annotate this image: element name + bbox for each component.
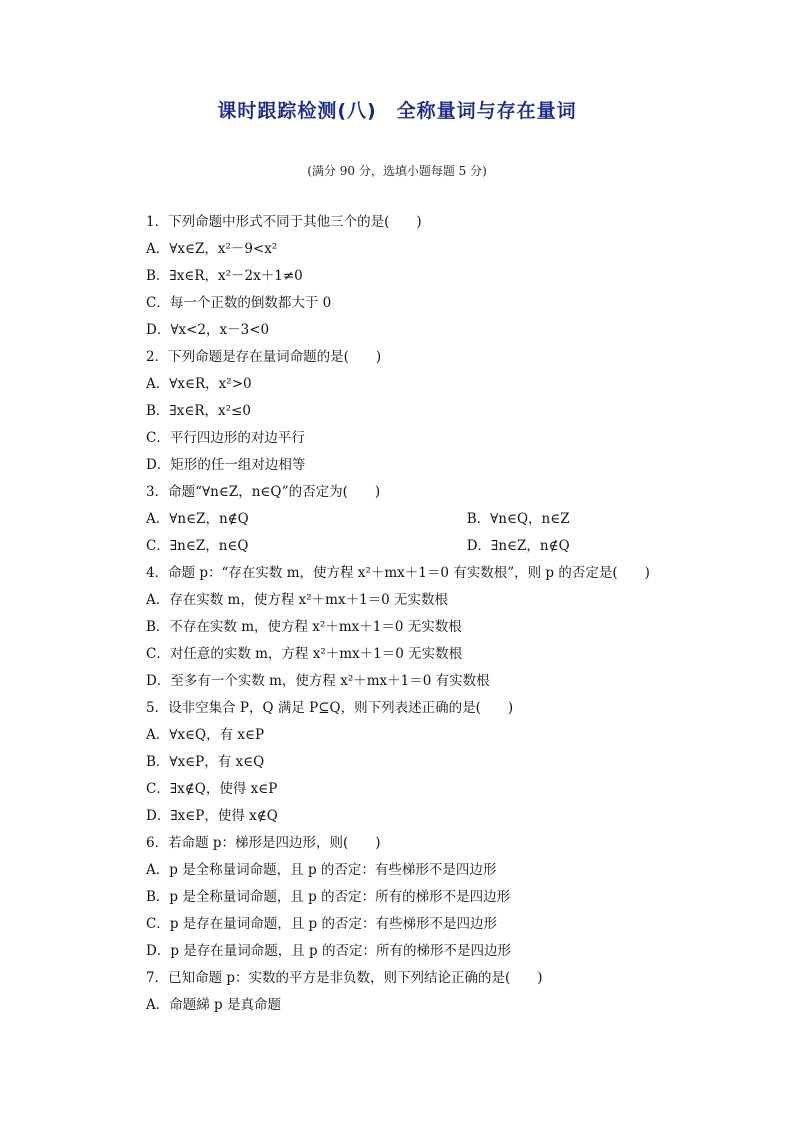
question-3-stem: 3．命题“∀n∈Z，n∈Q”的否定为( ) xyxy=(146,484,381,500)
question-2-option-d: D．矩形的任一组对边相等 xyxy=(146,457,306,473)
question-2-option-b: B．∃x∈R，x²≤0 xyxy=(146,403,251,419)
score-note: (满分 90 分，选填小题每题 5 分) xyxy=(307,164,487,178)
page-title: 课时跟踪检测(八) 全称量词与存在量词 xyxy=(217,100,577,122)
question-7-option-a: A．命题綈 p 是真命题 xyxy=(146,997,281,1013)
question-3-option-a: A．∀n∈Z，n∉Q xyxy=(146,511,249,527)
question-4-option-a: A．存在实数 m，使方程 x²＋mx＋1＝0 无实数根 xyxy=(146,592,449,608)
question-list xyxy=(146,212,650,1022)
question-6-option-a: A．p 是全称量词命题，且 p 的否定：有些梯形不是四边形 xyxy=(146,862,497,878)
question-2-option-c: C．平行四边形的对边平行 xyxy=(146,430,305,446)
question-2-stem: 2．下列命题是存在量词命题的是( ) xyxy=(146,349,382,365)
question-5-option-b: B．∀x∈P，有 x∈Q xyxy=(146,754,265,770)
question-1-stem: 1．下列命题中形式不同于其他三个的是( ) xyxy=(146,214,422,230)
question-1-option-d: D．∀x<2，x－3<0 xyxy=(146,322,270,338)
question-1-option-a: A．∀x∈Z，x²－9<x² xyxy=(146,241,278,257)
question-4-stem: 4．命题 p：“存在实数 m，使方程 x²＋mx＋1＝0 有实数根”，则 p 的否定是( ) xyxy=(146,565,650,581)
question-6-option-c: C．p 是存在量词命题，且 p 的否定：有些梯形不是四边形 xyxy=(146,916,497,932)
question-1-option-b: B．∃x∈R，x²－2x＋1≠0 xyxy=(146,268,303,284)
question-6-stem: 6．若命题 p：梯形是四边形，则( ) xyxy=(146,835,381,851)
question-3-option-d: D．∃n∈Z，n∉Q xyxy=(466,538,570,554)
question-3-options-row-1 xyxy=(146,509,646,536)
question-4-option-c: C．对任意的实数 m，方程 x²＋mx＋1＝0 无实数根 xyxy=(146,646,463,662)
question-1-option-c: C．每一个正数的倒数都大于 0 xyxy=(146,295,332,311)
question-4-option-b: B．不存在实数 m，使方程 x²＋mx＋1＝0 无实数根 xyxy=(146,619,462,635)
question-3-options-row-2 xyxy=(146,536,646,563)
question-6-option-d: D．p 是存在量词命题，且 p 的否定：所有的梯形不是四边形 xyxy=(146,943,511,959)
question-5-option-c: C．∃x∉Q，使得 x∈P xyxy=(146,781,278,797)
question-7-stem: 7．已知命题 p：实数的平方是非负数，则下列结论正确的是( ) xyxy=(146,970,543,986)
question-5-option-d: D．∃x∈P，使得 x∉Q xyxy=(146,808,278,824)
question-4-option-d: D．至多有一个实数 m，使方程 x²＋mx＋1＝0 有实数根 xyxy=(146,673,490,689)
question-3-option-c: C．∃n∈Z，n∈Q xyxy=(146,538,249,554)
question-2-option-a: A．∀x∈R，x²>0 xyxy=(146,376,252,392)
question-5-option-a: A．∀x∈Q，有 x∈P xyxy=(146,727,265,743)
question-6-option-b: B．p 是全称量词命题，且 p 的否定：所有的梯形不是四边形 xyxy=(146,889,511,905)
question-3-option-b: B．∀n∈Q，n∈Z xyxy=(466,511,570,527)
question-5-stem: 5．设非空集合 P，Q 满足 P⊆Q，则下列表述正确的是( ) xyxy=(146,700,514,716)
